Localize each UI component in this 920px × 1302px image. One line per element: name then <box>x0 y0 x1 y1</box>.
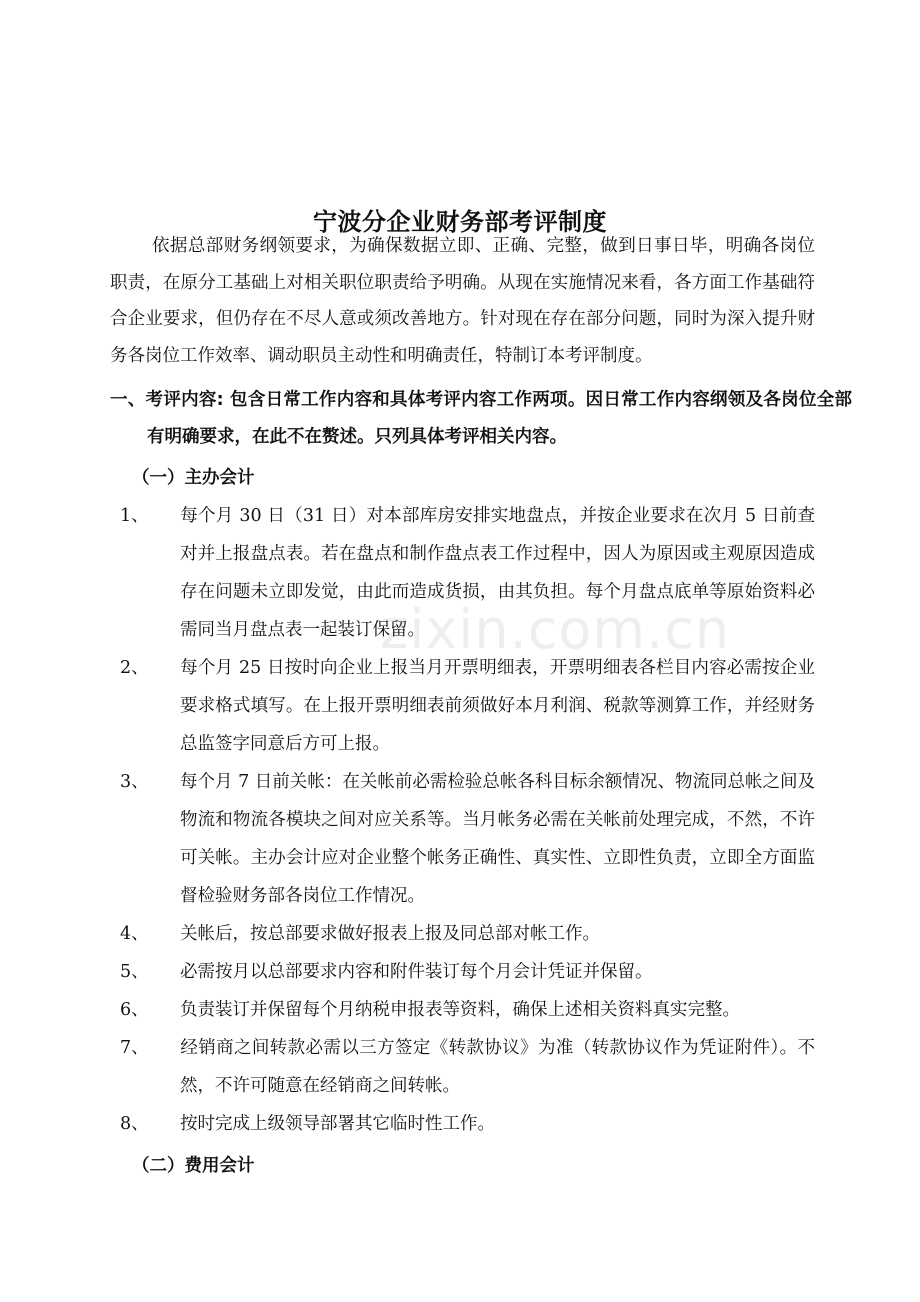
item-number: 3、 <box>120 772 149 792</box>
section-heading-one: 一、考评内容: 包含日常工作内容和具体考评内容工作两项。因日常工作内容纲领及各岗位全部有明确要求，在此不在赘述。只列具体考评相关内容。 <box>110 390 852 447</box>
item-text: 每个月 30 日（31 日）对本部库房安排实地盘点，并按企业要求在次月 5 日前查对并上报盘点表。若在盘点和制作盘点表工作过程中，因人为原因或主观原因造成存在问题未立即发觉，由此而造成货损，由其负担。每个月盘点底单等原始资料必需同当月盘点表一起装订保留。 <box>180 506 815 640</box>
item-text: 每个月 7 日前关帐：在关帐前必需检验总帐各科目标余额情况、物流同总帐之间及物流和物流各模块之间对应关系等。当月帐务必需在关帐前处理完成，不然，不许可关帐。主办会计应对企业整个帐务正确性、真实性、立即性负责，立即全方面监督检验财务部各岗位工作情况。 <box>180 772 815 906</box>
item-number: 6、 <box>120 1000 149 1020</box>
item-number: 5、 <box>120 962 149 982</box>
item-number: 8、 <box>120 1114 149 1134</box>
item-text: 负责装订并保留每个月纳税申报表等资料，确保上述相关资料真实完整。 <box>180 1000 740 1020</box>
subsection-heading-expense-accountant: （二）费用会计 <box>132 1156 255 1176</box>
item-number: 7、 <box>120 1038 149 1058</box>
list-item <box>120 649 815 763</box>
item-text: 关帐后，按总部要求做好报表上报及同总部对帐工作。 <box>180 924 600 944</box>
list-item <box>120 991 815 1029</box>
item-text: 必需按月以总部要求内容和附件装订每个月会计凭证并保留。 <box>180 962 653 982</box>
list-item <box>120 1105 815 1143</box>
document-title: 宁波分企业财务部考评制度 <box>313 208 607 237</box>
item-number: 2、 <box>120 658 149 678</box>
list-item <box>120 497 815 649</box>
item-text: 经销商之间转款必需以三方签定《转款协议》为准（转款协议作为凭证附件）。不然，不许可随意在经销商之间转帐。 <box>180 1038 815 1096</box>
list-item <box>120 763 815 915</box>
subsection-heading-chief-accountant: （一）主办会计 <box>132 468 255 488</box>
list-item <box>120 1029 815 1105</box>
intro-paragraph: 依据总部财务纲领要求，为确保数据立即、正确、完整，做到日事日毕，明确各岗位职责，在原分工基础上对相关职位职责给予明确。从现在实施情况来看，各方面工作基础符合企业要求，但仍存在不尽人意或须改善地方。针对现在存在部分问题，同时为深入提升财务各岗位工作效率、调动职员主动性和明确责任，特制订本考评制度。 <box>110 236 815 366</box>
list-item <box>120 953 815 991</box>
item-number: 1、 <box>120 506 149 526</box>
item-number: 4、 <box>120 924 149 944</box>
list-item <box>120 915 815 953</box>
item-text: 按时完成上级领导部署其它临时性工作。 <box>180 1114 495 1134</box>
watermark: zixin.com.cn <box>380 598 731 661</box>
duty-list <box>120 497 815 1143</box>
item-text: 每个月 25 日按时向企业上报当月开票明细表，开票明细表各栏目内容必需按企业要求格式填写。在上报开票明细表前须做好本月利润、税款等测算工作，并经财务总监签字同意后方可上报。 <box>180 658 815 754</box>
